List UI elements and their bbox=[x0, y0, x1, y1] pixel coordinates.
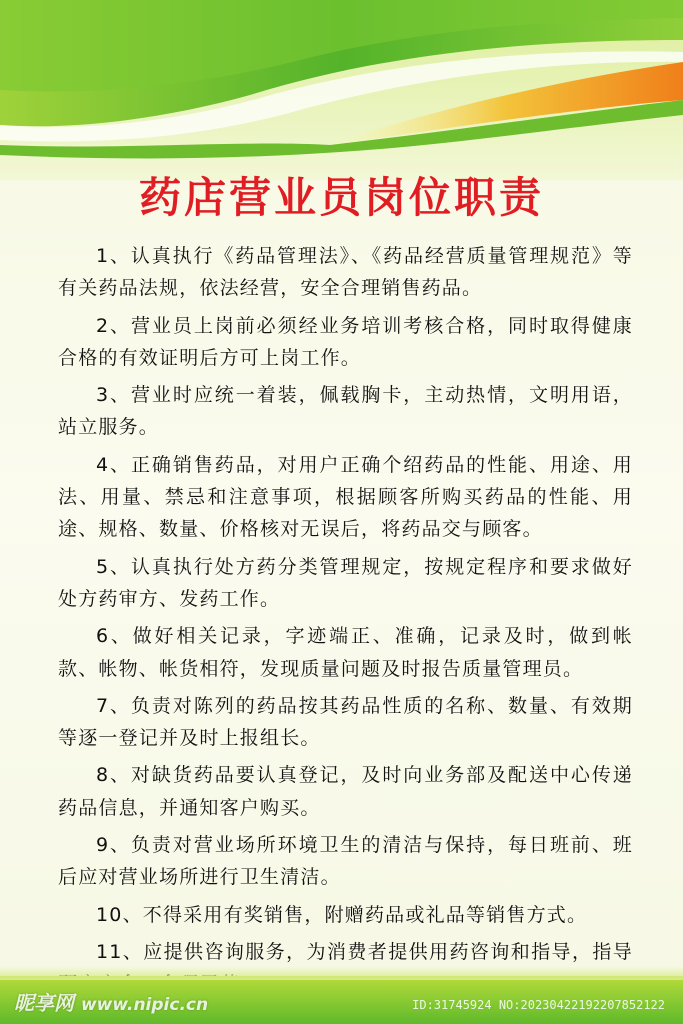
page-title: 药店营业员岗位职责 bbox=[138, 173, 544, 222]
watermark bbox=[14, 987, 208, 1016]
duty-item: 2、营业员上岗前必须经业务培训考核合格，同时取得健康合格的有效证明后方可上岗工作。 bbox=[58, 314, 633, 369]
duty-item: 8、对缺货药品要认真登记，及时向业务部及配送中心传递药品信息，并通知客户购买。 bbox=[58, 764, 633, 819]
image-id-code: ID:31745924 NO:20230422192207852122 bbox=[412, 998, 665, 1012]
duty-item: 3、营业时应统一着装，佩载胸卡，主动热情，文明用语，站立服务。 bbox=[58, 384, 633, 439]
watermark-site: www.nipic.cn bbox=[80, 995, 209, 1015]
duty-item: 10、不得采用有奖销售，附赠药品或礼品等销售方式。 bbox=[96, 903, 588, 926]
duty-item: 7、负责对陈列的药品按其药品性质的名称、数量、有效期等逐一登记并及时上报组长。 bbox=[58, 694, 633, 750]
duty-item: 5、认真执行处方药分类管理规定，按规定程序和要求做好处方药审方、发药工作。 bbox=[58, 555, 633, 610]
duty-item: 9、负责对营业场所环境卫生的清洁与保持，每日班前、班后应对营业场所进行卫生清洁。 bbox=[58, 834, 633, 889]
duty-item: 1、认真执行《药品管理法》、《药品经营质量管理规范》等有关药品法规，依法经营，安全合理销售药品。 bbox=[58, 245, 633, 300]
duty-item: 4、正确销售药品，对用户正确个绍药品的性能、用途、用法、用量、禁忌和注意事项，根据顾客所购买药品的性能、用途、规格、数量、价格核对无误后，将药品交与顾客。 bbox=[58, 453, 633, 541]
duty-item: 6、做好相关记录，字迹端正、准确，记录及时，做到帐款、帐物、帐货相符，发现质量问题及时报告质量管理员。 bbox=[58, 625, 633, 680]
header-swoosh-decoration bbox=[0, 0, 683, 180]
watermark-brand: 昵享网 bbox=[14, 991, 74, 1015]
duties-list bbox=[58, 240, 633, 1006]
duty-item: 11、应提供咨询服务，为消费者提供用药咨询和指导，指导 bbox=[96, 940, 633, 963]
